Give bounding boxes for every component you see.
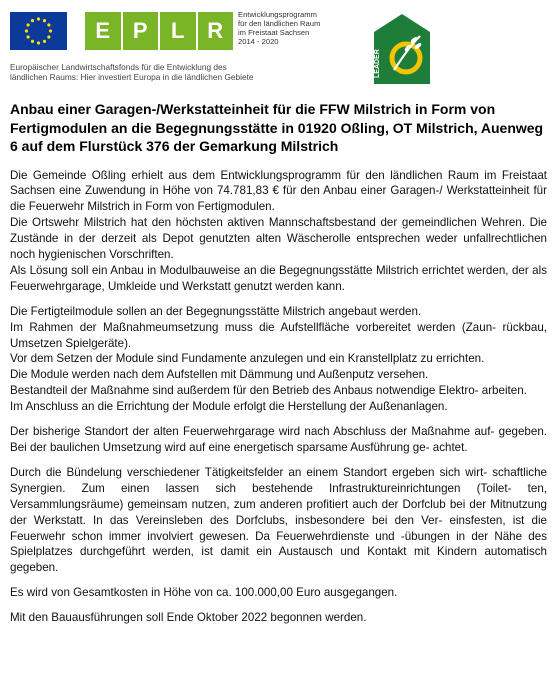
article-title: Anbau einer Garagen-/Werkstatteinheit für die FFW Milstrich in Form von Fertigmodulen an die Begegnungsstätte in 01920 Oßling, OT Milstrich, Auenweg 6 auf dem Flurstück 376 der Gemarkung Milstrich	[10, 101, 544, 154]
paragraph-line: Die Ortswehr Milstrich hat den höchsten aktiven Mannschaftsbestand der gemeindlichen Wehren. Die Zustände in der derzeit als Depot genutzten alten Wäscherolle entsprechen weder unfallrechtlichen noch hygienischen Vorschriften.	[10, 216, 547, 262]
article	[10, 92, 547, 635]
eu-star-icon	[49, 29, 52, 32]
eplr-logo	[85, 12, 233, 50]
paragraph-intro	[10, 168, 547, 295]
eu-star-icon	[31, 40, 34, 43]
paragraph-line: Es wird von Gesamtkosten in Höhe von ca. 100.000,00 Euro ausgegangen.	[10, 586, 398, 600]
paragraph-line: Die Gemeinde Oßling erhielt aus dem Entwicklungsprogramm für den ländlichen Raum im Freistaat Sachsen eine Zuwendung in Höhe von 74.781,83 € für den Anbau einer Garagen-/ Werkstatteinheit für die Feuerwehr Milstrich in Form von Fertigmodulen.	[10, 168, 547, 214]
eu-star-icon	[27, 23, 30, 26]
paragraph-line: Vor dem Setzen der Module sind Fundamente anzulegen und ein Kranstellplatz zu errichten.	[10, 352, 485, 366]
paragraph-line: Im Rahmen der Maßnahmeumsetzung muss die Aufstellfläche vorbereitet werden (Zaun- rückbau, Umsetzen Spielgeräte).	[10, 320, 547, 350]
eplr-letter-r: R	[198, 12, 234, 50]
eu-star-icon	[27, 35, 30, 38]
logo-header	[0, 0, 557, 92]
paragraph-old-location	[10, 424, 547, 456]
paragraph-schedule	[10, 610, 547, 626]
eu-star-icon	[37, 17, 40, 20]
eu-star-icon	[25, 29, 28, 32]
paragraph-line: Bestandteil der Maßnahme sind außerdem für den Betrieb des Anbaus notwendige Elektro- arbeiten.	[10, 384, 527, 398]
eplr-letter-l: L	[160, 12, 196, 50]
paragraph-line: Im Anschluss an die Errichtung der Module erfolgt die Herstellung der Außenanlagen.	[10, 400, 448, 414]
eu-star-icon	[47, 23, 50, 26]
paragraph-line: Mit den Bauausführungen soll Ende Oktober 2022 begonnen werden.	[10, 611, 367, 625]
eplr-caption: Entwicklungsprogramm für den ländlichen Raum im Freistaat Sachsen 2014 - 2020	[238, 10, 321, 46]
paragraph-synergies	[10, 465, 547, 576]
eu-star-icon	[31, 19, 34, 22]
paragraph-costs	[10, 585, 547, 601]
eplr-letter-p: P	[123, 12, 159, 50]
eu-fund-caption: Europäischer Landwirtschaftsfonds für die Entwicklung des ländlichen Raums: Hier investiert Europa in die ländlichen Gebiete	[10, 62, 254, 82]
paragraph-line: Der bisherige Standort der alten Feuerwehrgarage wird nach Abschluss der Maßnahme auf- gegeben. Bei der baulichen Umsetzung wird auf eine energetisch sparsame Ausführung ge- achtet.	[10, 425, 547, 454]
eu-star-icon	[43, 19, 46, 22]
paragraph-line: Die Fertigteilmodule sollen an der Begegnungsstätte Milstrich angebaut werden.	[10, 304, 422, 318]
leader-logo-icon	[372, 12, 432, 86]
eplr-letter-e: E	[85, 12, 121, 50]
paragraph-line: Durch die Bündelung verschiedener Tätigkeitsfelder an einem Standort ergeben sich wirt- schaftliche Synergien. Zum einen lassen sich bestehende Infrastruktureinrichtungen (Toilet- ten, Versammlungsräume) gemeinsam nutzen, zum anderen profitiert auch der Dorfclub bei der Mitnutzung der Werkstatt. In das Vereinsleben des Dorfclubs, insbesondere bei den Ver- einsfesten, ist die Feuerwehr schon immer involviert gewesen. Da Feuerwehrdienste und -übungen in der Nähe des Spielplatzes durchgeführt werden, ist damit ein Austausch und Kontakt mit Kindern automatisch gegeben.	[10, 465, 547, 575]
leader-logo-text: LEADER	[374, 49, 381, 78]
paragraph-line: Die Module werden nach dem Aufstellen mit Dämmung und Außenputz versehen.	[10, 368, 429, 382]
eu-star-icon	[37, 41, 40, 44]
paragraph-line: Als Lösung soll ein Anbau in Modulbauweise an die Begegnungsstätte Milstrich errichtet werden, der als Feuerwehrgarage, Umkleide und Werkstatt genutzt werden kann.	[10, 263, 547, 293]
paragraph-measures	[10, 304, 547, 415]
eu-flag-icon	[10, 12, 67, 50]
eu-star-icon	[47, 35, 50, 38]
eu-star-icon	[43, 40, 46, 43]
